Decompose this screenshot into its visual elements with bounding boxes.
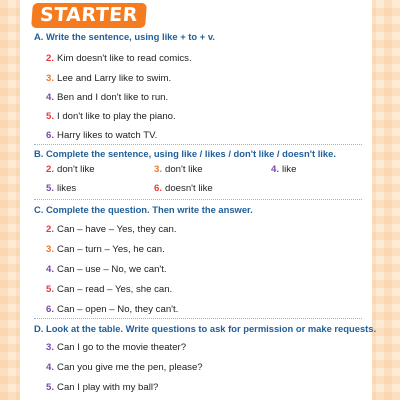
answer-c-5: 5. Can – read – Yes, she can.	[46, 284, 173, 295]
answer-c-3: 3. Can – turn – Yes, he can.	[46, 244, 165, 255]
answer-a-4: 4. Ben and I don't like to run.	[46, 92, 169, 103]
starter-title-badge: STARTER	[31, 3, 146, 28]
answer-a-6: 6. Harry likes to watch TV.	[46, 130, 158, 141]
section-c-heading: C. Complete the question. Then write the answer.	[34, 204, 253, 215]
answer-b-4: 4. like	[271, 164, 297, 175]
answer-b-6: 6. doesn't like	[154, 183, 213, 194]
answer-a-5: 5. I don't like to play the piano.	[46, 111, 176, 122]
answer-c-4: 4. Can – use – No, we can't.	[46, 264, 167, 275]
section-a-heading: A. Write the sentence, using like + to + v.	[34, 31, 215, 42]
section-d-heading: D. Look at the table. Write questions to ask for permission or make requests.	[34, 323, 377, 334]
divider	[34, 144, 362, 145]
answer-c-2: 2. Can – have – Yes, they can.	[46, 224, 177, 235]
answer-a-2: 2. Kim doesn't like to read comics.	[46, 53, 192, 64]
answer-d-5: 5. Can I play with my ball?	[46, 382, 159, 393]
divider	[34, 199, 362, 200]
answer-a-3: 3. Lee and Larry like to swim.	[46, 73, 172, 84]
answer-d-3: 3. Can I go to the movie theater?	[46, 342, 187, 353]
answer-b-3: 3. don't like	[154, 164, 203, 175]
divider	[34, 318, 362, 319]
answer-c-6: 6. Can – open – No, they can't.	[46, 304, 179, 315]
answer-d-4: 4. Can you give me the pen, please?	[46, 362, 203, 373]
section-b-heading: B. Complete the sentence, using like / likes / don't like / doesn't like.	[34, 148, 336, 159]
answer-b-5: 5. likes	[46, 183, 77, 194]
answer-b-2: 2. don't like	[46, 164, 95, 175]
